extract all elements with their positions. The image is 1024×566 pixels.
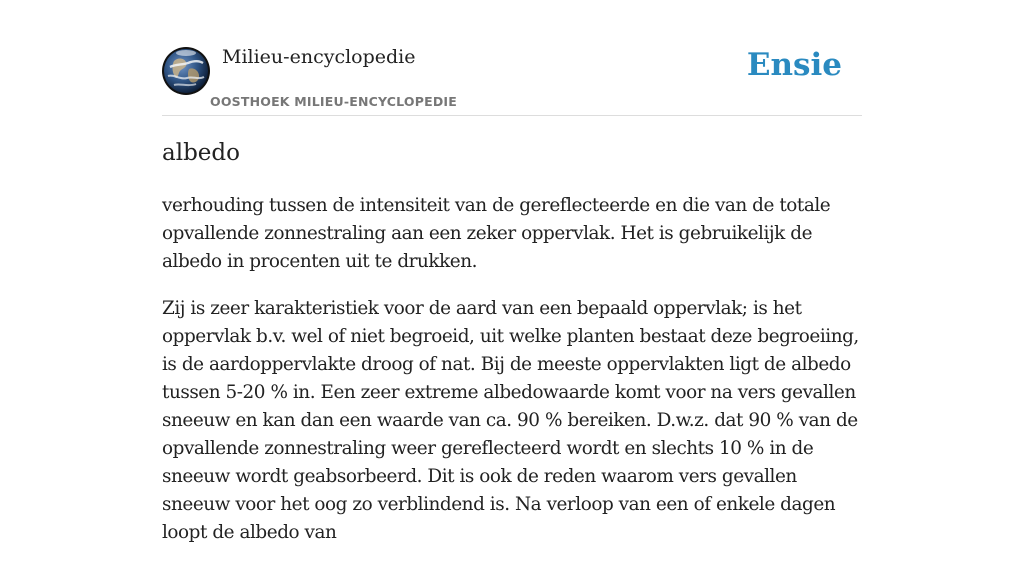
site-subtitle[interactable]: OOSTHOEK MILIEU-ENCYCLOPEDIE: [210, 94, 457, 109]
entry-paragraph: Zij is zeer karakteristiek voor de aard van een bepaald oppervlak; is het oppervlak b.v. wel of niet begroeid, uit welke planten bestaat deze begroeiing, is de aardoppervlakte droog of nat. Bij de meeste oppervlakten ligt de albedo tussen 5-20 % in. Een zeer extreme albedowaarde komt voor na vers gevallen sneeuw en kan dan een waarde van ca. 90 % bereiken. D.w.z. dat 90 % van de opvallende zonnestraling weer gereflecteerd wordt en slechts 10 % in de sneeuw wordt geabsorbeerd. Dit is ook de reden waarom vers gevallen sneeuw voor het oog zo verblindend is. Na verloop van een of enkele dagen loopt de albedo van: [162, 298, 859, 543]
site-title[interactable]: Milieu-encyclopedie: [222, 46, 416, 68]
page: [162, 0, 862, 543]
ensie-brand-link[interactable]: Ensie: [746, 47, 842, 83]
entry-title: albedo: [162, 140, 240, 166]
earth-globe-icon[interactable]: [162, 47, 210, 95]
entry-body: [162, 192, 862, 566]
site-header: [162, 0, 862, 116]
entry-paragraph: verhouding tussen de intensiteit van de gereflecteerde en die van de totale opvallende zonnestraling aan een zeker oppervlak. Het is gebruikelijk de albedo in procenten uit te drukken.: [162, 195, 831, 272]
